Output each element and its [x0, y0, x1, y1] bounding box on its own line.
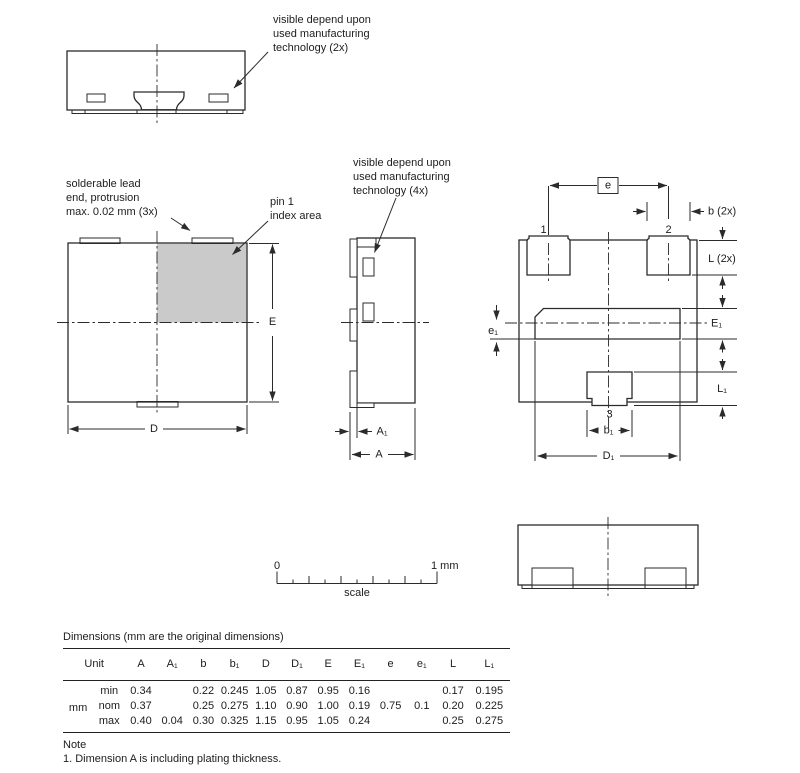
cell-min-E1: 0.16	[348, 685, 371, 697]
scale-ruler	[277, 572, 437, 584]
cell-max-b1: 0.325	[220, 715, 249, 727]
cell-max-D: 1.15	[255, 715, 277, 727]
bottom-view	[488, 178, 737, 463]
cell-max-b: 0.30	[192, 715, 215, 727]
pin1-index-area	[157, 244, 246, 323]
cell-min-A1	[157, 681, 188, 700]
table-row-min	[63, 681, 510, 700]
side-lead-strip-1	[350, 239, 357, 277]
bottom-bar-feature	[535, 309, 680, 340]
pin-number-3: 3	[606, 408, 613, 421]
front-note-line3: technology (2x)	[273, 42, 349, 54]
col-header-E: E	[324, 658, 332, 670]
dim-D	[68, 405, 247, 435]
dim-label-A1: A₁	[376, 425, 388, 438]
cell-max-L1: 0.275	[475, 715, 504, 727]
cell-nom-A1	[157, 699, 188, 714]
note-block	[63, 738, 510, 766]
solderable-note-line2: end, protrusion	[66, 192, 140, 204]
pin-number-2: 2	[665, 224, 672, 236]
note-item: 1. Dimension A is including plating thickness.	[63, 753, 282, 765]
cell-min-L1: 0.195	[475, 685, 504, 697]
row-label-max: max	[98, 715, 120, 727]
row-label-nom: nom	[98, 700, 120, 712]
cell-max-A1: 0.04	[161, 715, 183, 727]
cell-nom-e: 0.75	[379, 700, 402, 712]
table-title: Dimensions (mm are the original dimensions)	[63, 631, 284, 643]
dim-b	[633, 202, 736, 221]
cell-max-D1: 0.95	[286, 715, 308, 727]
cell-min-e1	[406, 681, 437, 700]
col-header-D1: D₁	[291, 658, 303, 670]
table-header-row	[63, 649, 510, 681]
front-note-line1: visible depend upon	[273, 14, 371, 26]
scale-bar	[274, 560, 459, 599]
pad-3	[587, 372, 632, 406]
cell-min-A: 0.34	[130, 685, 152, 697]
scale-end-label: 1 mm	[431, 560, 459, 572]
cell-min-D: 1.05	[255, 685, 277, 697]
cell-nom-A: 0.37	[130, 700, 152, 712]
col-header-b: b	[200, 658, 207, 670]
cell-nom-e1: 0.1	[414, 700, 430, 712]
cell-nom-E1: 0.19	[348, 700, 371, 712]
dim-label-D: D	[150, 423, 158, 435]
col-header-e: e	[387, 658, 394, 670]
cell-min-L: 0.17	[442, 685, 464, 697]
side-view	[335, 157, 451, 461]
unit-cell: mm	[68, 701, 88, 714]
scale-caption: scale	[344, 587, 370, 599]
col-header-A1: A₁	[166, 658, 178, 670]
dimensions-section	[63, 631, 510, 766]
side-lead-strip-3	[350, 371, 357, 408]
scale-start-label: 0	[273, 560, 281, 572]
pin1-note-line1: pin 1	[270, 196, 294, 208]
side-lead-strip-2	[350, 309, 357, 341]
pin-number-1: 1	[540, 224, 547, 236]
back-pad-right	[645, 568, 686, 585]
col-header-unit: Unit	[84, 658, 104, 670]
front-note-line2: used manufacturing	[273, 28, 370, 40]
cell-max-e	[375, 714, 406, 733]
solderable-note-line3: max. 0.02 mm (3x)	[66, 206, 158, 218]
side-note-line3: technology (4x)	[353, 185, 429, 197]
cell-nom-b: 0.25	[192, 700, 215, 712]
col-header-b1: b₁	[229, 658, 240, 670]
cell-nom-b1: 0.275	[220, 700, 249, 712]
dim-label-b1: b₁	[603, 424, 614, 437]
dim-label-E1: E₁	[711, 317, 723, 330]
col-header-E1: E₁	[353, 658, 365, 670]
col-header-L: L	[449, 658, 457, 670]
cell-nom-D: 1.10	[255, 700, 277, 712]
col-header-D: D	[261, 658, 270, 670]
cell-min-e	[375, 681, 406, 700]
dim-label-A: A	[375, 448, 383, 461]
cell-max-e1	[406, 714, 437, 733]
solderable-note-line1: solderable lead	[66, 178, 141, 190]
back-view	[518, 517, 698, 596]
table-row-nom	[63, 699, 510, 714]
dim-L	[692, 227, 737, 289]
cell-nom-L1: 0.225	[475, 700, 504, 712]
dim-label-e1: e₁	[488, 325, 498, 337]
dimensions-table	[63, 648, 510, 733]
col-header-A: A	[137, 658, 145, 670]
cell-max-L: 0.25	[442, 715, 464, 727]
top-view	[57, 178, 322, 435]
leader-arrow-pin1	[233, 221, 269, 255]
leader-arrow-solderable	[171, 218, 190, 231]
dim-e	[549, 178, 672, 236]
cell-min-b1: 0.245	[220, 685, 249, 697]
cell-nom-E: 1.00	[317, 700, 339, 712]
note-heading: Note	[63, 739, 87, 751]
col-header-e1: e₁	[416, 658, 427, 670]
dim-e1	[488, 305, 498, 356]
pin1-note-line2: index area	[270, 210, 322, 222]
front-view	[67, 14, 371, 123]
cell-max-E1: 0.24	[348, 715, 371, 727]
side-note-line1: visible depend upon	[353, 157, 451, 169]
cell-max-E: 1.05	[317, 715, 339, 727]
dim-label-L: L (2x)	[708, 253, 736, 265]
cell-max-A: 0.40	[130, 715, 152, 727]
side-note-line2: used manufacturing	[353, 171, 450, 183]
dim-label-D1: D₁	[602, 450, 615, 462]
cell-nom-L: 0.20	[442, 700, 464, 712]
col-header-L1: L₁	[484, 658, 495, 670]
cell-min-b: 0.22	[192, 685, 215, 697]
front-body-outline	[67, 51, 245, 110]
dim-label-E: E	[268, 316, 277, 328]
side-bottom-tab	[357, 403, 374, 408]
dim-label-L1: L₁	[717, 383, 727, 395]
cell-min-D1: 0.87	[286, 685, 308, 697]
table-row-max	[63, 714, 510, 733]
dim-label-e: e	[604, 179, 612, 192]
row-label-min: min	[100, 685, 119, 697]
dim-label-b: b (2x)	[708, 205, 737, 218]
cell-nom-D1: 0.90	[286, 700, 308, 712]
back-pad-left	[532, 568, 573, 585]
cell-min-E: 0.95	[317, 685, 339, 697]
